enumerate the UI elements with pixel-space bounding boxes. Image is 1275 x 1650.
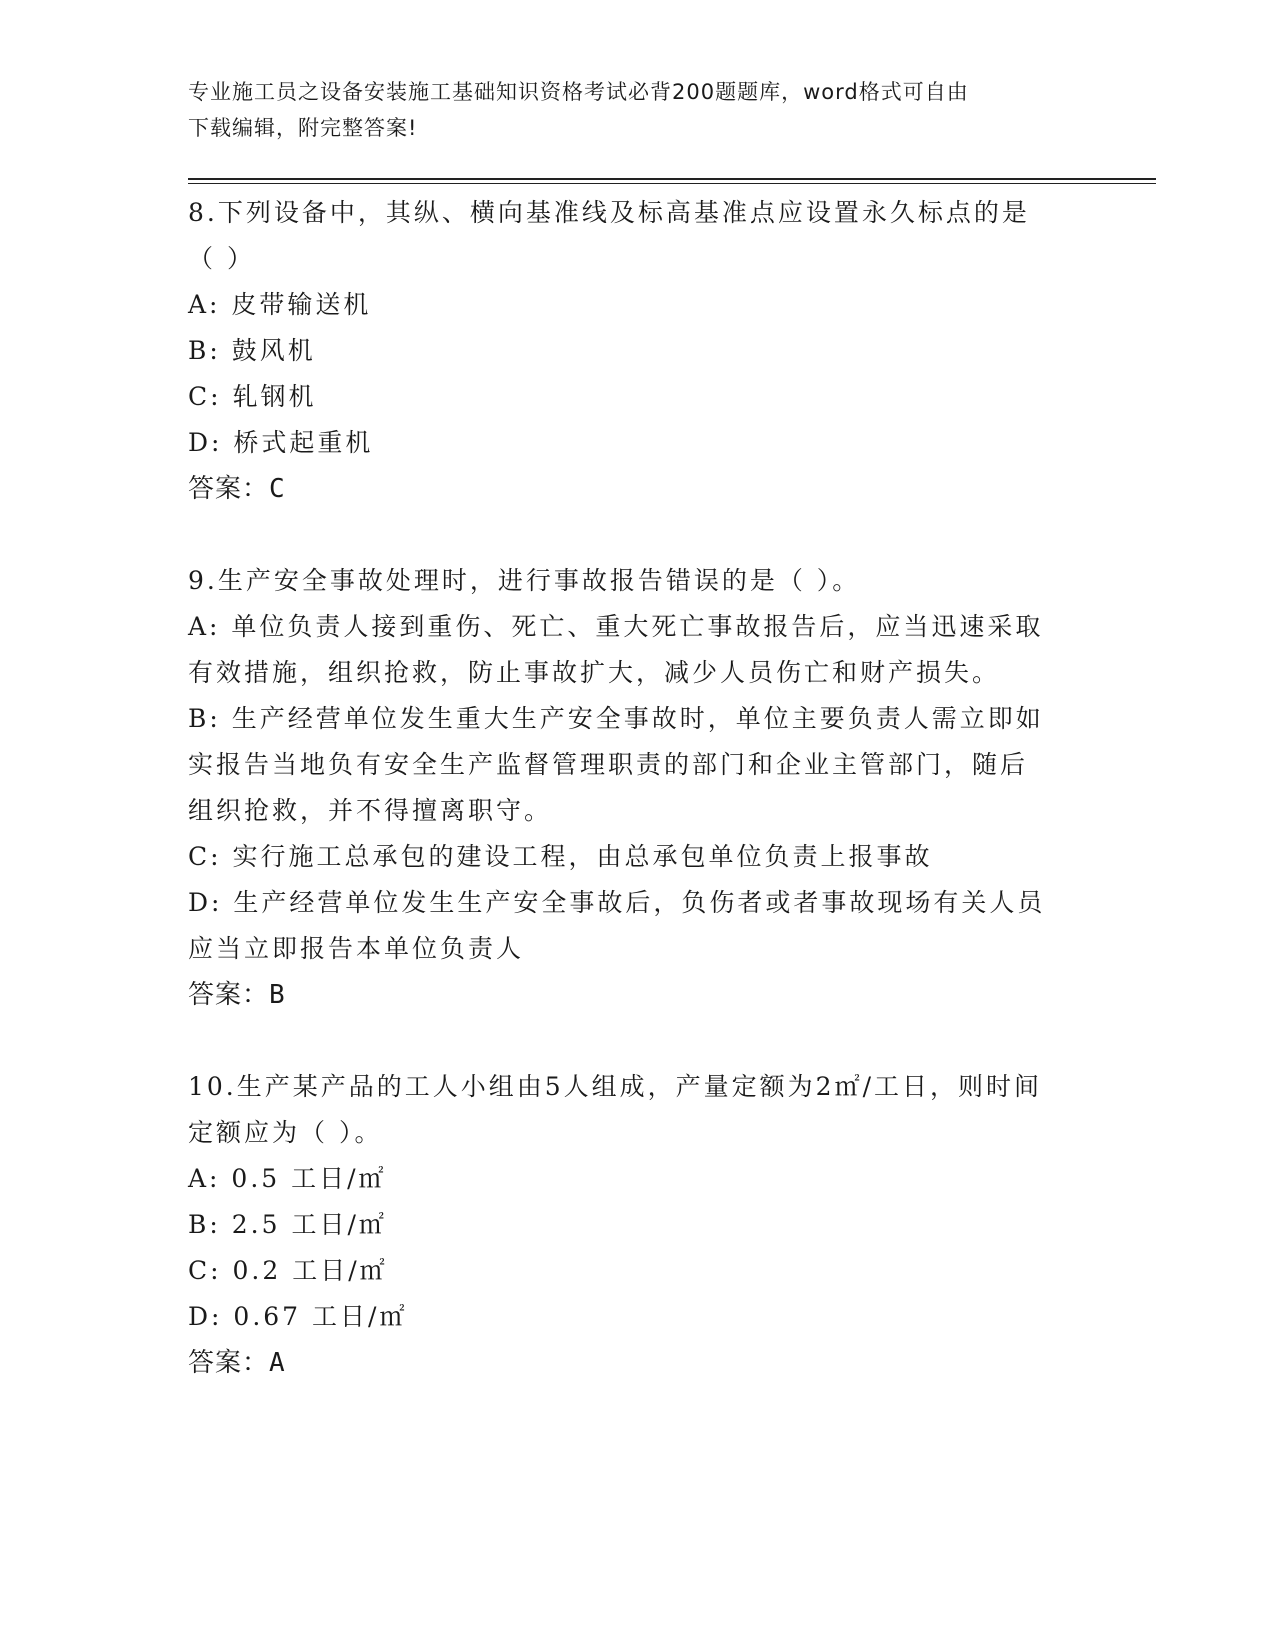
header-divider-thin — [188, 183, 1156, 184]
answer-line — [188, 466, 1088, 512]
option-c: C: 轧钢机 — [188, 382, 317, 411]
option-a: A: 单位负责人接到重伤、死亡、重大死亡事故报告后，应当迅速采取 — [188, 612, 1044, 641]
option-b-continued: 实报告当地负有安全生产监督管理职责的部门和企业主管部门，随后 — [188, 750, 1029, 779]
header-line-2: 下载编辑，附完整答案! — [188, 116, 418, 140]
question-8 — [188, 190, 1088, 512]
question-10 — [188, 1064, 1088, 1386]
question-stem-line: 定额应为（ ）。 — [188, 1118, 383, 1147]
option-d-continued: 应当立即报告本单位负责人 — [188, 934, 525, 963]
option-b: B: 2.5 工日/㎡ — [188, 1210, 387, 1239]
header-line-1: 专业施工员之设备安装施工基础知识资格考试必背200题题库，word格式可自由 — [188, 80, 969, 104]
answer-line — [188, 972, 1088, 1018]
option-a: A: 0.5 工日/㎡ — [188, 1164, 387, 1193]
answer-value: A — [269, 1348, 286, 1378]
option-b: B: 生产经营单位发生重大生产安全事故时，单位主要负责人需立即如 — [188, 704, 1044, 733]
option-b-continued: 组织抢救，并不得擅离职守。 — [188, 796, 553, 825]
option-d: D: 生产经营单位发生生产安全事故后，负伤者或者事故现场有关人员 — [188, 888, 1046, 917]
question-list — [188, 190, 1088, 1432]
option-d: D: 桥式起重机 — [188, 428, 374, 457]
option-c: C: 0.2 工日/㎡ — [188, 1256, 388, 1285]
answer-label: 答案： — [188, 474, 270, 504]
header-divider-thick — [188, 178, 1156, 180]
question-stem-line: 9.生产安全事故处理时，进行事故报告错误的是（ ）。 — [188, 566, 861, 595]
option-b: B: 鼓风机 — [188, 336, 316, 365]
answer-value: C — [269, 474, 286, 504]
option-a-continued: 有效措施，组织抢救，防止事故扩大，减少人员伤亡和财产损失。 — [188, 658, 1001, 687]
option-c: C: 实行施工总承包的建设工程，由总承包单位负责上报事故 — [188, 842, 933, 871]
question-9 — [188, 558, 1088, 1018]
option-a: A: 皮带输送机 — [188, 290, 372, 319]
answer-line — [188, 1340, 1088, 1386]
question-stem-line: 10.生产某产品的工人小组由5人组成，产量定额为2㎡/工日，则时间 — [188, 1072, 1042, 1101]
answer-value: B — [269, 980, 286, 1010]
answer-label: 答案： — [188, 980, 270, 1010]
question-stem-line: 8.下列设备中，其纵、横向基准线及标高基准点应设置永久标点的是 — [188, 198, 1030, 227]
document-header — [188, 74, 1088, 146]
option-d: D: 0.67 工日/㎡ — [188, 1302, 408, 1331]
question-stem-line: （ ） — [188, 244, 255, 273]
answer-label: 答案： — [188, 1348, 270, 1378]
